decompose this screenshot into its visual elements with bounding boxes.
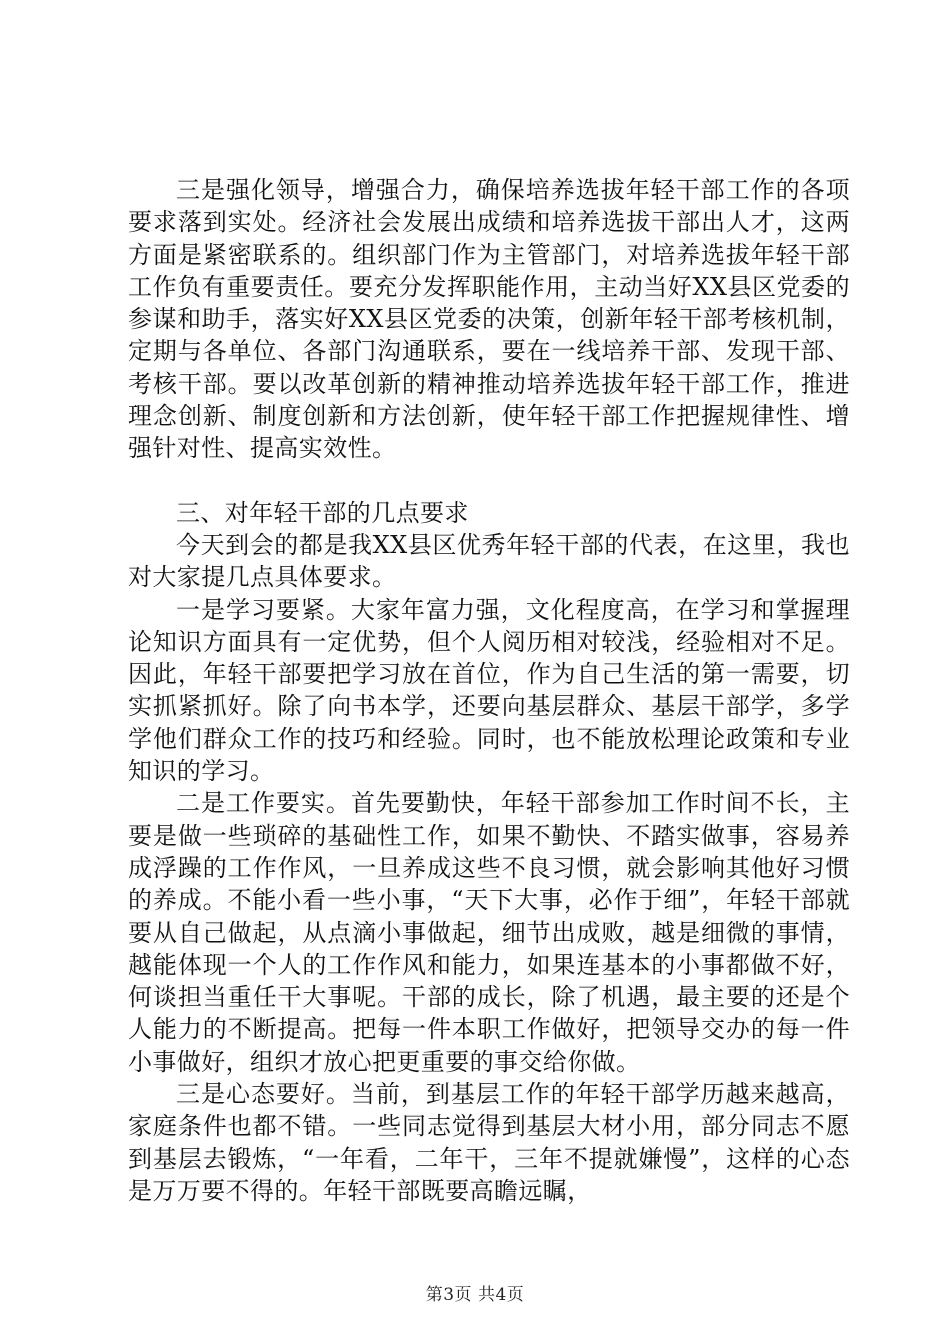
- paragraph-study: 一是学习要紧。大家年富力强，文化程度高，在学习和掌握理论知识方面具有一定优势，但个人阅历相对较浅，经验相对不足。因此，年轻干部要把学习放在首位，作为自己生活的第一需要，切实抓紧抓好。除了向书本学，还要向基层群众、基层干部学，多学学他们群众工作的技巧和经验。同时，也不能放松理论政策和专业知识的学习。: [128, 595, 850, 786]
- paragraph-work: 二是工作要实。首先要勤快，年轻干部参加工作时间不长，主要是做一些琐碎的基础性工作，如果不勤快、不踏实做事，容易养成浮躁的工作作风，一旦养成这些不良习惯，就会影响其他好习惯的养成。不能小看一些小事，“天下大事，必作于细”，年轻干部就要从自己做起，从点滴小事做起，细节出成败，越是细微的事情，越能体现一个人的工作作风和能力，如果连基本的小事都做不好，何谈担当重任干大事呢。干部的成长，除了机遇，最主要的还是个人能力的不断提高。把每一件本职工作做好，把领导交办的每一件小事做好，组织才放心把更重要的事交给你做。: [128, 789, 850, 1076]
- section-heading: 三、对年轻干部的几点要求: [176, 498, 469, 527]
- paragraph-leadership: 三是强化领导，增强合力，确保培养选拔年轻干部工作的各项要求落到实处。经济社会发展出成绩和培养选拔干部出人才，这两方面是紧密联系的。组织部门作为主管部门，对培养选拔年轻干部工作负有重要责任。要充分发挥职能作用，主动当好XX县区党委的参谋和助手，落实好XX县区党委的决策，创新年轻干部考核机制，定期与各单位、各部门沟通联系，要在一线培养干部、发现干部、考核干部。要以改革创新的精神推动培养选拔年轻干部工作，推进理念创新、制度创新和方法创新，使年轻干部工作把握规律性、增强针对性、提高实效性。: [128, 176, 850, 463]
- paragraph-intro: 今天到会的都是我XX县区优秀年轻干部的代表，在这里，我也对大家提几点具体要求。: [128, 530, 850, 592]
- page-footer: 第3页 共4页: [425, 1285, 525, 1305]
- document-body: [128, 174, 850, 1207]
- paragraph-attitude: 三是心态要好。当前，到基层工作的年轻干部学历越来越高，家庭条件也都不错。一些同志觉得到基层大材小用，部分同志不愿到基层去锻炼，“一年看，二年干，三年不提就嫌慢”，这样的心态是万万要不得的。年轻干部既要高瞻远瞩，: [128, 1080, 850, 1205]
